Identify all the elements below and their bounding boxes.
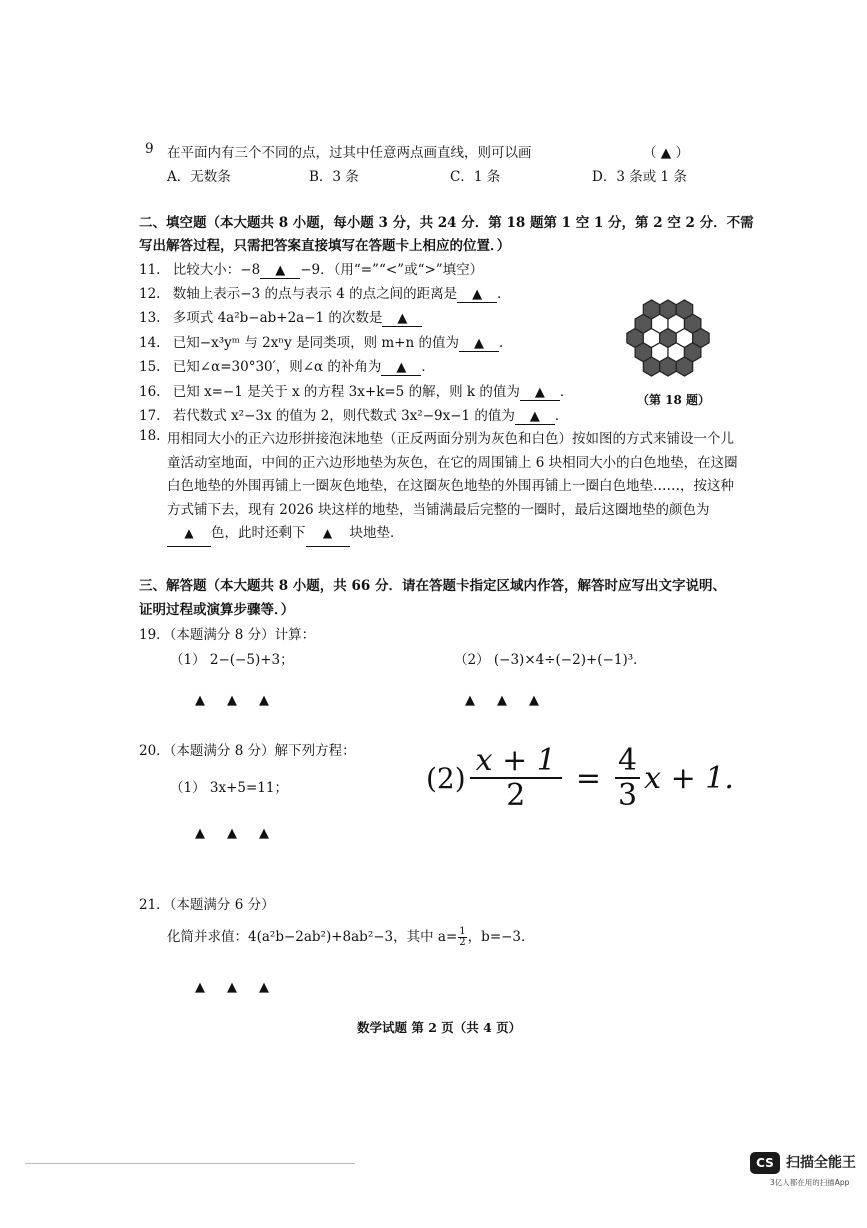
answer-mark: ▲ [529,693,539,708]
q9-stem: 在平面内有三个不同的点，过其中任意两点画直线，则可以画 [167,145,532,161]
q19-answer-marks [465,692,561,708]
q19-part2: （2） (−3)×4÷(−2)+(−1)³． [454,652,647,668]
scan-edge-line [25,1163,355,1164]
fill-item [139,355,435,376]
fill-text: ． [421,359,435,375]
camscanner-brand: 扫描全能王 [786,1155,856,1171]
answer-mark: ▲ [259,826,269,841]
equals-sign: = [575,761,602,797]
hexagon-tiling-figure [618,288,718,388]
fill-text: ． [497,286,511,302]
q21-stem [167,925,535,948]
answer-mark: ▲ [259,693,269,708]
answer-mark: ▲ [227,826,237,841]
fill-text: ． [554,408,569,424]
q9-answer-paren: （ ▲ ） [643,145,689,161]
q20-part1: （1） 3x+5=11； [170,780,288,796]
fill-number: 11. [139,262,161,278]
fill-item [139,380,573,401]
denominator: 2 [506,778,526,813]
fill-number: 14. [139,335,161,351]
fill-number: 16. [139,384,161,400]
section2-heading-cont: 写出解答过程，只需把答案直接填写在答题卡上相应的位置．） [139,238,511,254]
fill-text: 数轴上表示−3 的点与表示 4 的点之间的距离是 [172,286,458,302]
answer-blank: ▲ [382,311,422,327]
q9-option-b: B．3 条 [309,169,359,185]
answer-mark: ▲ [497,693,507,708]
q18-text: 用相同大小的正六边形拼接泡沫地垫（正反两面分别为灰色和白色）按如图的方式来铺设一个儿童活动室地面，中间的正六边形地垫为灰色，在它的周围铺上 6 块相同大小的白色地垫，在这圈白色地垫的外围再铺上一圈灰色地垫，在这圈灰色地垫的外围再铺上一圈白色地垫……，按这种方式铺下去，现有 2026 块这样的地垫，当铺满最后完整的一圈时，最后这圈地垫的颜色为 [167,431,738,518]
fill-item [139,258,483,279]
fraction-a [458,927,466,948]
q20-header: 20．（本题满分 8 分）解下列方程： [139,743,356,759]
answer-mark: ▲ [195,693,205,708]
answer-blank: ▲ [520,385,560,401]
camscanner-tagline: 3亿人都在用的扫描App [770,1178,850,1187]
q19-part1: （1） 2−(−5)+3； [170,652,294,668]
page-footer: 数学试题 第 2 页（共 4 页） [357,1020,522,1035]
q19-answer-marks [195,692,291,708]
fill-text: 比较大小：−8 [172,262,261,278]
rhs-tail: x + 1. [644,761,734,797]
camscanner-logo: CS [750,1152,780,1174]
answer-mark: ▲ [465,693,475,708]
q21-text: 化简并求值：4(a²b−2ab²)+8ab²−3，其中 a= [167,929,458,945]
q21-answer-marks [195,979,291,995]
fill-text: 已知−x³yᵐ 与 2xⁿy 是同类项，则 m+n 的值为 [172,335,459,351]
answer-blank: ▲ [459,336,499,352]
fill-text: 多项式 4a²b−ab+2a−1 的次数是 [172,310,383,326]
q18-stem [167,428,747,547]
q19-header: 19．（本题满分 8 分）计算： [139,627,316,643]
fill-number: 13. [139,310,161,326]
answer-mark: ▲ [259,980,269,995]
q21-text: ，b=−3． [467,929,535,945]
answer-mark: ▲ [195,980,205,995]
q18-text: 色，此时还剩下 [211,525,306,541]
denominator: 3 [618,778,638,813]
fill-item [139,306,422,327]
q21-header: 21．（本题满分 6 分） [139,897,275,913]
q9-option-c: C．1 条 [450,169,501,185]
numerator: x + 1 [470,744,562,779]
fill-text: ． [559,384,574,400]
fill-item [139,404,568,425]
q9-option-a: A．无数条 [167,169,231,185]
fill-number: 15. [139,359,161,375]
answer-blank: ▲ [260,263,300,279]
q9-option-d: D．3 条或 1 条 [592,169,687,185]
q9-number: 9 [145,141,154,157]
section2-heading: 二、填空题（本大题共 8 小题，每小题 3 分，共 24 分．第 18 题第 1 空 1 分，第 2 空 2 分．不需 [139,215,754,231]
answer-blank-color: ▲ [167,522,211,547]
gray-hex-tile [693,329,709,348]
fill-number: 12. [139,286,161,302]
answer-mark: ▲ [227,980,237,995]
fraction-rhs [615,744,640,814]
answer-mark: ▲ [227,693,237,708]
q20-part2-label: (2) [426,762,466,796]
fill-text: 已知∠α=30°30′，则∠α 的补角为 [172,359,382,375]
section3-heading-cont: 证明过程或演算步骤等．） [139,602,295,618]
numerator: 1 [459,926,466,937]
q20-part2-equation [426,744,734,814]
answer-blank: ▲ [381,360,421,376]
numerator: 4 [615,744,640,779]
section3-heading: 三、解答题（本大题共 8 小题，共 66 分．请在答题卡指定区域内作答，解答时应写出文字说明、 [139,578,726,594]
fill-item [139,282,511,303]
answer-blank: ▲ [515,409,555,425]
fill-number: 17. [139,408,161,424]
q18-text: 块地垫． [349,525,404,541]
fill-item [139,331,512,352]
answer-blank-count: ▲ [306,522,350,547]
figure-caption: （第 18 题） [637,393,711,407]
fill-text: 若代数式 x²−3x 的值为 2，则代数式 3x²−9x−1 的值为 [172,408,515,424]
fill-text: 已知 x=−1 是关于 x 的方程 3x+k=5 的解，则 k 的值为 [172,384,520,400]
fill-text: −9．（用“=”“<”或“>”填空） [300,262,484,278]
q18-number: 18. [139,428,161,444]
answer-mark: ▲ [195,826,205,841]
answer-blank: ▲ [457,287,497,303]
denominator: 2 [459,937,466,948]
q20-answer-marks [195,825,291,841]
fill-text: ． [498,335,513,351]
fraction-lhs [470,744,562,814]
